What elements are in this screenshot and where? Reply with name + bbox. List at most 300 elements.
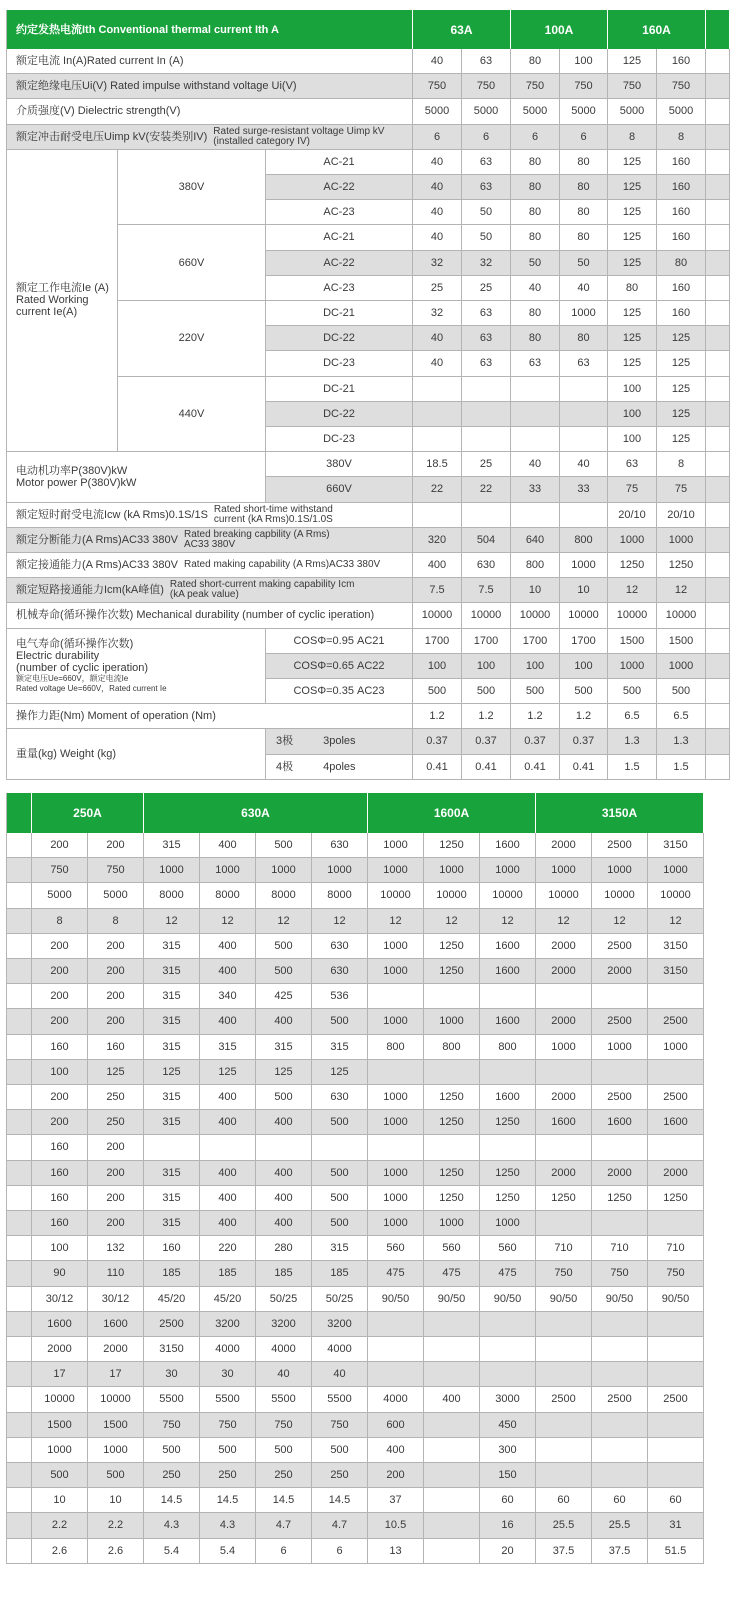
value-text: 750 <box>476 80 496 93</box>
value-text: 400 <box>386 1443 405 1456</box>
motor-value <box>413 452 462 477</box>
row-value <box>511 603 560 628</box>
moment-value <box>511 704 560 729</box>
working-tail <box>706 427 730 452</box>
value-text: 315 <box>162 1040 181 1053</box>
value-text: 2000 <box>551 1166 576 1179</box>
value-text: 710 <box>554 1242 573 1255</box>
working-value <box>413 150 462 175</box>
table-cell <box>368 1211 424 1236</box>
value-text: 60 <box>613 1494 626 1507</box>
table-cell <box>144 883 200 908</box>
value-text: 125 <box>671 407 691 420</box>
value-text: 1250 <box>668 559 694 572</box>
value-text: 500 <box>330 1217 349 1230</box>
value-text: 1250 <box>663 1191 688 1204</box>
working-value <box>608 276 657 301</box>
table-cell <box>256 1539 312 1564</box>
durability-value <box>511 654 560 679</box>
value-text: 300 <box>498 1443 517 1456</box>
value-text: 1000 <box>439 864 464 877</box>
table-cell <box>88 959 144 984</box>
table-cell <box>592 1312 648 1337</box>
motor-value <box>511 477 560 502</box>
value-text: 1000 <box>103 1443 128 1456</box>
table-cell <box>200 984 256 1009</box>
value-text: 750 <box>554 1267 573 1280</box>
working-value <box>462 150 511 175</box>
poles-en: 4poles <box>323 760 356 773</box>
value-text: 45/20 <box>157 1292 186 1305</box>
table-cell <box>200 1161 256 1186</box>
motor-value <box>560 477 608 502</box>
working-value <box>413 276 462 301</box>
working-value <box>511 225 560 250</box>
table-cell <box>32 1009 88 1034</box>
working-tail <box>706 402 730 427</box>
value-text: 5000 <box>522 105 548 118</box>
value-text: 125 <box>622 357 642 370</box>
value-text: 1000 <box>383 864 408 877</box>
value-text: 1500 <box>103 1418 128 1431</box>
table-cell <box>144 934 200 959</box>
table-cell <box>424 1513 480 1538</box>
weight-value <box>608 755 657 780</box>
table-cell <box>424 833 480 858</box>
table-cell <box>368 1110 424 1135</box>
value-text: 4.3 <box>163 1519 180 1532</box>
table-cell <box>592 1060 648 1085</box>
value-text: 160 <box>106 1040 125 1053</box>
working-tail <box>706 301 730 326</box>
table-cell <box>368 858 424 883</box>
category-text: AC-21 <box>323 231 355 244</box>
value-text: 125 <box>671 357 691 370</box>
table-cell <box>368 959 424 984</box>
label-line-small: Rated voltage Ue=660V，Rated current Ie <box>16 683 167 693</box>
table-cell <box>32 909 88 934</box>
value-text: 1000 <box>663 1040 688 1053</box>
weight-value <box>560 755 608 780</box>
table-cell <box>536 1413 592 1438</box>
row-tail <box>706 74 730 99</box>
table-cell <box>592 1135 648 1160</box>
table-cell <box>424 1035 480 1060</box>
row-spacer <box>6 1009 32 1034</box>
value-text: 22 <box>479 483 493 496</box>
table-cell <box>32 1488 88 1513</box>
row-value <box>560 74 608 99</box>
value-text: 1000 <box>439 1217 464 1230</box>
value-text: 560 <box>386 1242 405 1255</box>
table-cell <box>592 959 648 984</box>
value-text: 90/50 <box>549 1292 578 1305</box>
value-text: 640 <box>525 533 545 546</box>
value-text: 500 <box>274 1091 293 1104</box>
working-value <box>413 427 462 452</box>
value-text: 10 <box>528 584 542 597</box>
value-text: 90/50 <box>437 1292 466 1305</box>
value-text: 400 <box>218 1166 237 1179</box>
header-group-label: 63A <box>450 22 473 37</box>
working-value <box>657 175 706 200</box>
table-cell <box>648 934 704 959</box>
value-text: 160 <box>671 181 691 194</box>
value-text: 1000 <box>571 559 596 572</box>
row-value <box>511 49 560 74</box>
working-tail <box>706 251 730 276</box>
row-value <box>657 603 706 628</box>
row-value <box>511 553 560 578</box>
poles <box>266 729 413 754</box>
table-cell <box>480 1211 536 1236</box>
table-cell <box>592 1035 648 1060</box>
table-cell <box>480 1438 536 1463</box>
value-text: 160 <box>50 1141 69 1154</box>
label-line: Motor power P(380V)kW <box>16 476 137 489</box>
table-cell <box>648 909 704 934</box>
row-spacer <box>6 1413 32 1438</box>
voltage-440V <box>118 377 266 453</box>
value-text: 400 <box>218 1015 237 1028</box>
durability-value <box>462 654 511 679</box>
value-text: 5500 <box>327 1393 352 1406</box>
table-cell <box>480 1539 536 1564</box>
value-text: 475 <box>498 1267 517 1280</box>
row-value <box>511 99 560 124</box>
working-value <box>413 225 462 250</box>
label-en-line: (installed category IV) <box>213 135 310 147</box>
value-text: 4.7 <box>331 1519 348 1532</box>
row-label-text: 额定绝缘电压Ui(V) Rated impulse withstand voltage Ui(V) <box>16 80 297 93</box>
value-text: 80 <box>528 155 542 168</box>
value-text: 1000 <box>619 659 645 672</box>
value-text: 40 <box>528 281 542 294</box>
row-label <box>6 49 413 74</box>
table-cell <box>200 1539 256 1564</box>
label-cn: 额定短路接通能力Icm(kA峰值) <box>16 584 164 597</box>
label-line: 电动机功率P(380V)kW <box>16 464 128 477</box>
value-text: 5000 <box>619 105 645 118</box>
value-text: 6 <box>482 130 490 143</box>
value-text: 500 <box>162 1443 181 1456</box>
value-text: 125 <box>622 206 642 219</box>
value-text: 500 <box>106 1469 125 1482</box>
table-cell <box>648 1463 704 1488</box>
value-text: 200 <box>106 1217 125 1230</box>
working-tail <box>706 200 730 225</box>
value-text: 75 <box>625 483 639 496</box>
table-cell <box>648 1085 704 1110</box>
table-cell <box>424 1009 480 1034</box>
row-label-text: 额定电流 In(A)Rated current In (A) <box>16 55 184 68</box>
value-text: 8000 <box>159 889 184 902</box>
table-cell <box>648 1337 704 1362</box>
moment-value <box>560 704 608 729</box>
value-text: 1.3 <box>624 735 640 748</box>
row-tail <box>706 528 730 553</box>
table-cell <box>256 833 312 858</box>
table-cell <box>144 1539 200 1564</box>
table-cell <box>480 1035 536 1060</box>
durability-value <box>608 679 657 704</box>
category-DC-21 <box>266 377 413 402</box>
table-cell <box>648 1035 704 1060</box>
weight-value <box>511 755 560 780</box>
table-cell <box>32 858 88 883</box>
table-cell <box>368 1135 424 1160</box>
row-value <box>608 528 657 553</box>
table-cell <box>424 1463 480 1488</box>
header-spacer <box>6 793 32 833</box>
value-text: 17 <box>53 1368 66 1381</box>
header-label <box>6 10 413 49</box>
value-text: 10.5 <box>384 1519 407 1532</box>
row-value <box>560 603 608 628</box>
value-text: 7.5 <box>478 584 494 597</box>
table-cell <box>480 1161 536 1186</box>
table-cell <box>368 1312 424 1337</box>
row-label <box>6 125 413 150</box>
label-en-line: Rated making capability (A Rms)AC33 380V <box>183 559 381 571</box>
working-current-label <box>6 150 118 452</box>
poles-en: 3poles <box>323 735 356 748</box>
value-text: 1500 <box>668 634 694 647</box>
working-value <box>413 200 462 225</box>
value-text: 500 <box>476 685 496 698</box>
table-cell <box>312 1337 368 1362</box>
value-text: 1000 <box>383 1091 408 1104</box>
value-text: 32 <box>479 256 493 269</box>
value-text: 2.6 <box>51 1544 68 1557</box>
table-cell <box>144 1287 200 1312</box>
value-text: 400 <box>274 1116 293 1129</box>
value-text: 1000 <box>383 1015 408 1028</box>
value-text: 400 <box>218 1091 237 1104</box>
table-cell <box>200 1261 256 1286</box>
row-value <box>511 125 560 150</box>
table-cell <box>648 1413 704 1438</box>
value-text: 0.41 <box>572 760 595 773</box>
table-cell <box>144 1236 200 1261</box>
table-cell <box>200 1488 256 1513</box>
row-value <box>608 99 657 124</box>
durability-value <box>608 629 657 654</box>
value-text: 1250 <box>439 965 464 978</box>
value-text: 4000 <box>383 1393 408 1406</box>
table-cell <box>144 1362 200 1387</box>
value-text: 100 <box>574 659 593 672</box>
header-group-label: 100A <box>544 22 574 37</box>
table-cell <box>312 1539 368 1564</box>
table-cell <box>32 1236 88 1261</box>
row-tail <box>706 578 730 603</box>
category-text: DC-22 <box>323 407 355 420</box>
table-cell <box>32 1261 88 1286</box>
row-label <box>6 99 413 124</box>
voltage-text: 220V <box>178 332 205 345</box>
table-cell <box>200 1463 256 1488</box>
label-line: 额定工作电流Ie (A) <box>16 282 109 295</box>
value-text: 12 <box>613 914 626 927</box>
table-cell <box>536 1009 592 1034</box>
value-text: 1000 <box>571 307 596 320</box>
value-text: 200 <box>106 1141 125 1154</box>
label-en-line: Rated short-current making capability Icm <box>169 579 355 591</box>
value-text: 110 <box>106 1267 125 1280</box>
table-cell <box>312 1261 368 1286</box>
table-cell <box>424 1236 480 1261</box>
table-cell <box>368 1261 424 1286</box>
table-cell <box>256 909 312 934</box>
value-text: 10000 <box>660 889 691 902</box>
row-value <box>608 74 657 99</box>
value-text: 2500 <box>663 1091 688 1104</box>
table-cell <box>424 1110 480 1135</box>
value-text: 2000 <box>607 1166 632 1179</box>
value-text: 100 <box>622 382 642 395</box>
value-text: 200 <box>50 965 69 978</box>
weight-value <box>608 729 657 754</box>
table-cell <box>480 1110 536 1135</box>
row-spacer <box>6 833 32 858</box>
table-cell <box>480 1060 536 1085</box>
value-text: 40 <box>577 458 590 471</box>
value-text: 315 <box>162 1116 181 1129</box>
row-value <box>511 528 560 553</box>
value-text: 1000 <box>668 533 694 546</box>
table-cell <box>88 1413 144 1438</box>
working-value <box>462 175 511 200</box>
value-text: 400 <box>274 1217 293 1230</box>
table-cell <box>32 1135 88 1160</box>
value-text: 1500 <box>47 1418 72 1431</box>
table-cell <box>424 959 480 984</box>
table-cell <box>592 1211 648 1236</box>
row-spacer <box>6 1085 32 1110</box>
value-text: 160 <box>50 1191 69 1204</box>
value-text: 12 <box>333 914 346 927</box>
table-cell <box>144 1009 200 1034</box>
table-cell <box>256 1161 312 1186</box>
table-cell <box>88 1211 144 1236</box>
table-cell <box>592 858 648 883</box>
table-cell <box>256 1060 312 1085</box>
table-cell <box>144 909 200 934</box>
table-cell <box>424 858 480 883</box>
value-text: 200 <box>106 965 125 978</box>
table-cell <box>88 1287 144 1312</box>
row-value <box>511 74 560 99</box>
value-text: 63 <box>625 458 639 471</box>
value-text: 315 <box>162 1217 181 1230</box>
table-cell <box>200 1312 256 1337</box>
value-text: 10000 <box>604 889 635 902</box>
value-text: 250 <box>330 1469 349 1482</box>
row-value <box>413 528 462 553</box>
table-cell <box>424 934 480 959</box>
table-cell <box>256 1009 312 1034</box>
table-cell <box>32 833 88 858</box>
working-value <box>560 276 608 301</box>
category-text: AC-23 <box>323 281 355 294</box>
label-en <box>214 505 333 525</box>
row-spacer <box>6 984 32 1009</box>
value-text: 1000 <box>327 864 352 877</box>
value-text: 630 <box>330 1091 349 1104</box>
working-value <box>511 150 560 175</box>
table-cell <box>592 883 648 908</box>
table-cell <box>312 1009 368 1034</box>
table-cell <box>368 1413 424 1438</box>
value-text: 200 <box>106 1191 125 1204</box>
value-text: 250 <box>106 1091 125 1104</box>
working-value <box>560 175 608 200</box>
value-text: 500 <box>330 1443 349 1456</box>
table-cell <box>648 1261 704 1286</box>
value-text: 12 <box>389 914 402 927</box>
table-cell <box>648 1513 704 1538</box>
value-text: 2.2 <box>51 1519 68 1532</box>
working-tail <box>706 150 730 175</box>
voltage-660V <box>118 225 266 301</box>
working-tail <box>706 175 730 200</box>
table-cell <box>368 1035 424 1060</box>
value-text: 1250 <box>439 1191 464 1204</box>
row-value <box>462 578 511 603</box>
voltage-220V <box>118 301 266 377</box>
category-AC-23 <box>266 276 413 301</box>
electric-durability-label-lines <box>16 638 167 694</box>
table-cell <box>88 1387 144 1412</box>
value-text: 800 <box>386 1040 405 1053</box>
value-text: 12 <box>674 584 688 597</box>
motor-value <box>657 452 706 477</box>
table-cell <box>536 1438 592 1463</box>
value-text: 160 <box>162 1242 181 1255</box>
value-text: 1000 <box>383 839 408 852</box>
value-text: 1600 <box>663 1116 688 1129</box>
row-value <box>608 553 657 578</box>
table-cell <box>536 934 592 959</box>
value-text: 400 <box>427 559 447 572</box>
value-text: 2500 <box>607 1393 632 1406</box>
condition-text: COSΦ=0.95 AC21 <box>293 634 385 647</box>
value-text: 0.37 <box>572 735 595 748</box>
value-text: 160 <box>50 1166 69 1179</box>
value-text: 750 <box>50 864 69 877</box>
value-text: 8000 <box>215 889 240 902</box>
table-cell <box>536 1161 592 1186</box>
table-cell <box>88 1110 144 1135</box>
table-cell <box>144 858 200 883</box>
table-cell <box>144 1312 200 1337</box>
value-text: 12 <box>445 914 458 927</box>
table-cell <box>480 1261 536 1286</box>
table-cell <box>536 1186 592 1211</box>
row-label-text: 机械寿命(循环操作次数) Mechanical durability (number of cyclic iperation) <box>16 609 375 622</box>
motor-value <box>608 452 657 477</box>
working-tail <box>706 225 730 250</box>
row-value <box>413 49 462 74</box>
table-cell <box>200 1110 256 1135</box>
value-text: 80 <box>528 55 542 68</box>
value-text: 500 <box>274 939 293 952</box>
label-en <box>213 127 384 147</box>
value-text: 60 <box>669 1494 682 1507</box>
value-text: 600 <box>386 1418 405 1431</box>
table-cell <box>256 1362 312 1387</box>
